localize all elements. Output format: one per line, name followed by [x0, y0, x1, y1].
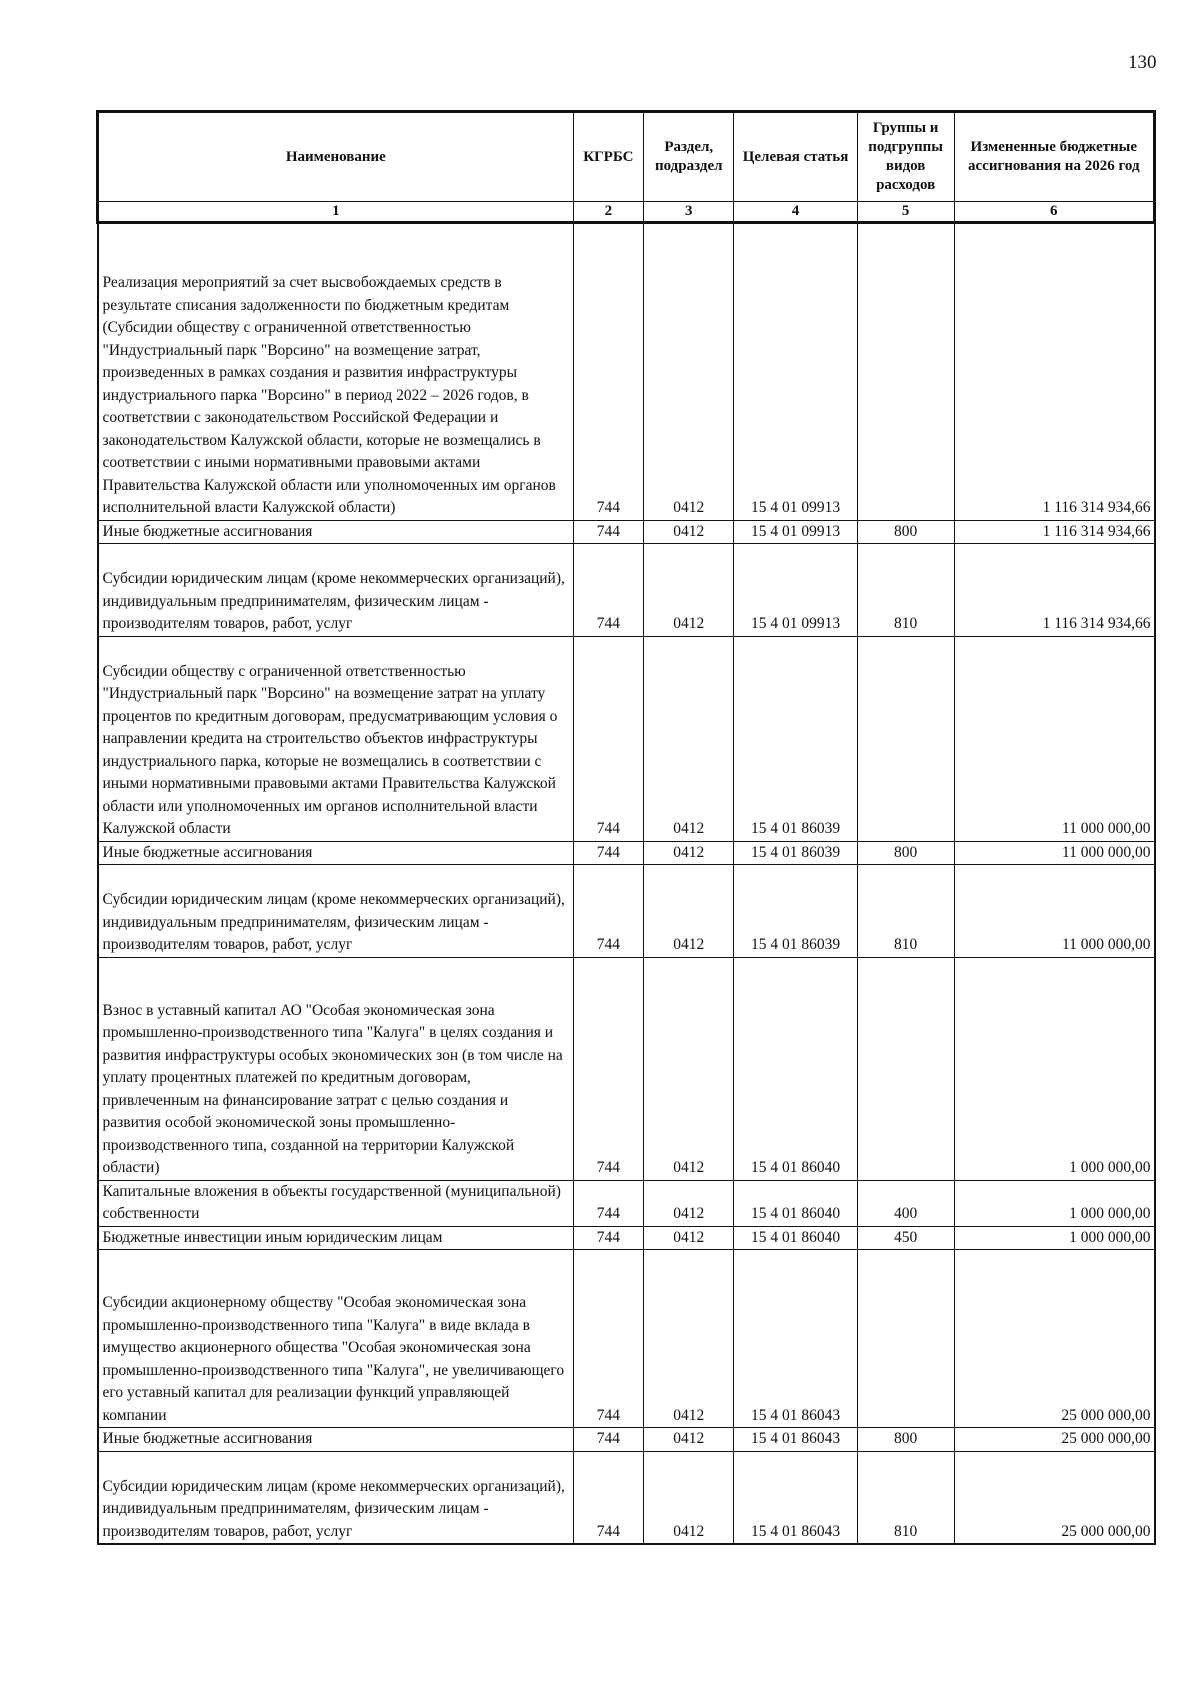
table-row — [98, 636, 1155, 841]
row-name: Иные бюджетные ассигнования — [98, 841, 574, 865]
table-row — [98, 1250, 1155, 1428]
header-kgrbs: КГРБС — [573, 112, 643, 202]
row-section: 0412 — [644, 1428, 734, 1452]
row-target: 15 4 01 86043 — [734, 1250, 857, 1428]
row-section: 0412 — [644, 520, 734, 544]
row-target: 15 4 01 86043 — [734, 1451, 857, 1544]
page-number: 130 — [1128, 52, 1157, 73]
table-row — [98, 223, 1155, 521]
row-target: 15 4 01 86039 — [734, 636, 857, 841]
row-kgrbs: 744 — [573, 520, 643, 544]
row-kgrbs: 744 — [573, 1180, 643, 1226]
row-name: Капитальные вложения в объекты государственной (муниципальной) собственности — [98, 1180, 574, 1226]
row-group — [857, 1250, 954, 1428]
row-amount: 1 116 314 934,66 — [954, 223, 1154, 521]
row-group: 450 — [857, 1226, 954, 1250]
table-row — [98, 1451, 1155, 1544]
row-group: 800 — [857, 520, 954, 544]
row-amount: 11 000 000,00 — [954, 636, 1154, 841]
header-section: Раздел, подраздел — [644, 112, 734, 202]
table-row — [98, 841, 1155, 865]
row-group — [857, 636, 954, 841]
row-section: 0412 — [644, 1226, 734, 1250]
budget-table — [96, 110, 1156, 1545]
row-amount: 25 000 000,00 — [954, 1428, 1154, 1452]
table-row — [98, 1428, 1155, 1452]
row-target: 15 4 01 09913 — [734, 520, 857, 544]
row-name: Иные бюджетные ассигнования — [98, 1428, 574, 1452]
column-number-row — [98, 202, 1155, 223]
row-name: Бюджетные инвестиции иным юридическим лицам — [98, 1226, 574, 1250]
row-name: Субсидии юридическим лицам (кроме некоммерческих организаций), индивидуальным предпринимателям, физическим лицам - производителям товаров, работ, услуг — [98, 1451, 574, 1544]
row-group: 810 — [857, 865, 954, 958]
row-kgrbs: 744 — [573, 865, 643, 958]
row-section: 0412 — [644, 223, 734, 521]
row-target: 15 4 01 86040 — [734, 1180, 857, 1226]
row-kgrbs: 744 — [573, 636, 643, 841]
row-amount: 25 000 000,00 — [954, 1250, 1154, 1428]
column-number: 4 — [734, 202, 857, 223]
row-amount: 1 000 000,00 — [954, 1226, 1154, 1250]
row-group: 800 — [857, 841, 954, 865]
row-target: 15 4 01 86039 — [734, 841, 857, 865]
row-group — [857, 223, 954, 521]
row-kgrbs: 744 — [573, 957, 643, 1180]
column-number: 5 — [857, 202, 954, 223]
table-row — [98, 544, 1155, 637]
table-row — [98, 957, 1155, 1180]
row-kgrbs: 744 — [573, 223, 643, 521]
header-group: Группы и подгруппы видов расходов — [857, 112, 954, 202]
table-row — [98, 1226, 1155, 1250]
row-amount: 11 000 000,00 — [954, 841, 1154, 865]
row-target: 15 4 01 86040 — [734, 1226, 857, 1250]
column-number: 3 — [644, 202, 734, 223]
row-amount: 1 000 000,00 — [954, 957, 1154, 1180]
column-number: 2 — [573, 202, 643, 223]
row-kgrbs: 744 — [573, 1226, 643, 1250]
row-group: 810 — [857, 1451, 954, 1544]
row-target: 15 4 01 86039 — [734, 865, 857, 958]
row-section: 0412 — [644, 1451, 734, 1544]
header-target: Целевая статья — [734, 112, 857, 202]
table-row — [98, 1180, 1155, 1226]
row-section: 0412 — [644, 1180, 734, 1226]
row-target: 15 4 01 09913 — [734, 223, 857, 521]
row-section: 0412 — [644, 1250, 734, 1428]
row-name: Субсидии обществу с ограниченной ответственностью "Индустриальный парк "Ворсино" на возмещение затрат на уплату процентов по кредитным договорам, предусматривающим условия о направлении кредита на строительство объектов инфраструктуры индустриального парка, которые не возмещались в соответствии с иными нормативными правовыми актами Правительства Калужской области или уполномоченных им органов исполнительной власти Калужской области — [98, 636, 574, 841]
row-amount: 1 116 314 934,66 — [954, 520, 1154, 544]
row-section: 0412 — [644, 865, 734, 958]
row-name: Иные бюджетные ассигнования — [98, 520, 574, 544]
column-number: 1 — [98, 202, 574, 223]
row-target: 15 4 01 09913 — [734, 544, 857, 637]
table-row — [98, 520, 1155, 544]
table-row — [98, 865, 1155, 958]
table-header-row — [98, 112, 1155, 202]
row-group: 400 — [857, 1180, 954, 1226]
row-section: 0412 — [644, 957, 734, 1180]
row-name: Взнос в уставный капитал АО "Особая экономическая зона промышленно-производственного типа "Калуга" в целях создания и развития инфраструктуры особых экономических зон (в том числе на уплату процентных платежей по кредитным договорам, привлеченным на финансирование затрат с целью создания и развития особой экономической зоны промышленно-производственного типа, созданной на территории Калужской области) — [98, 957, 574, 1180]
row-kgrbs: 744 — [573, 1250, 643, 1428]
row-name: Субсидии юридическим лицам (кроме некоммерческих организаций), индивидуальным предпринимателям, физическим лицам - производителям товаров, работ, услуг — [98, 544, 574, 637]
row-kgrbs: 744 — [573, 841, 643, 865]
row-group: 810 — [857, 544, 954, 637]
row-kgrbs: 744 — [573, 1451, 643, 1544]
row-group — [857, 957, 954, 1180]
header-amount: Измененные бюджетные ассигнования на 2026 год — [954, 112, 1154, 202]
row-name: Субсидии акционерному обществу "Особая экономическая зона промышленно-производственного типа "Калуга" в виде вклада в имущество акционерного общества "Особая экономическая зона промышленно-производственного типа "Калуга", не увеличивающего его уставный капитал для реализации функций управляющей компании — [98, 1250, 574, 1428]
row-kgrbs: 744 — [573, 544, 643, 637]
column-number: 6 — [954, 202, 1154, 223]
row-section: 0412 — [644, 544, 734, 637]
row-group: 800 — [857, 1428, 954, 1452]
row-amount: 1 116 314 934,66 — [954, 544, 1154, 637]
row-section: 0412 — [644, 636, 734, 841]
row-amount: 25 000 000,00 — [954, 1451, 1154, 1544]
row-name: Реализация мероприятий за счет высвобождаемых средств в результате списания задолженности по бюджетным кредитам (Субсидии обществу с ограниченной ответственностью "Индустриальный парк "Ворсино" на возмещение затрат, произведенных в рамках создания и развития инфраструктуры индустриального парка "Ворсино" в период 2022 – 2026 годов, в соответствии с законодательством Российской Федерации и законодательством Калужской области, которые не возмещались в соответствии с иными нормативными правовыми актами Правительства Калужской области или уполномоченных им органов исполнительной власти Калужской области) — [98, 223, 574, 521]
row-name: Субсидии юридическим лицам (кроме некоммерческих организаций), индивидуальным предпринимателям, физическим лицам - производителям товаров, работ, услуг — [98, 865, 574, 958]
row-target: 15 4 01 86043 — [734, 1428, 857, 1452]
row-amount: 11 000 000,00 — [954, 865, 1154, 958]
row-section: 0412 — [644, 841, 734, 865]
row-kgrbs: 744 — [573, 1428, 643, 1452]
row-amount: 1 000 000,00 — [954, 1180, 1154, 1226]
header-name: Наименование — [98, 112, 574, 202]
row-target: 15 4 01 86040 — [734, 957, 857, 1180]
